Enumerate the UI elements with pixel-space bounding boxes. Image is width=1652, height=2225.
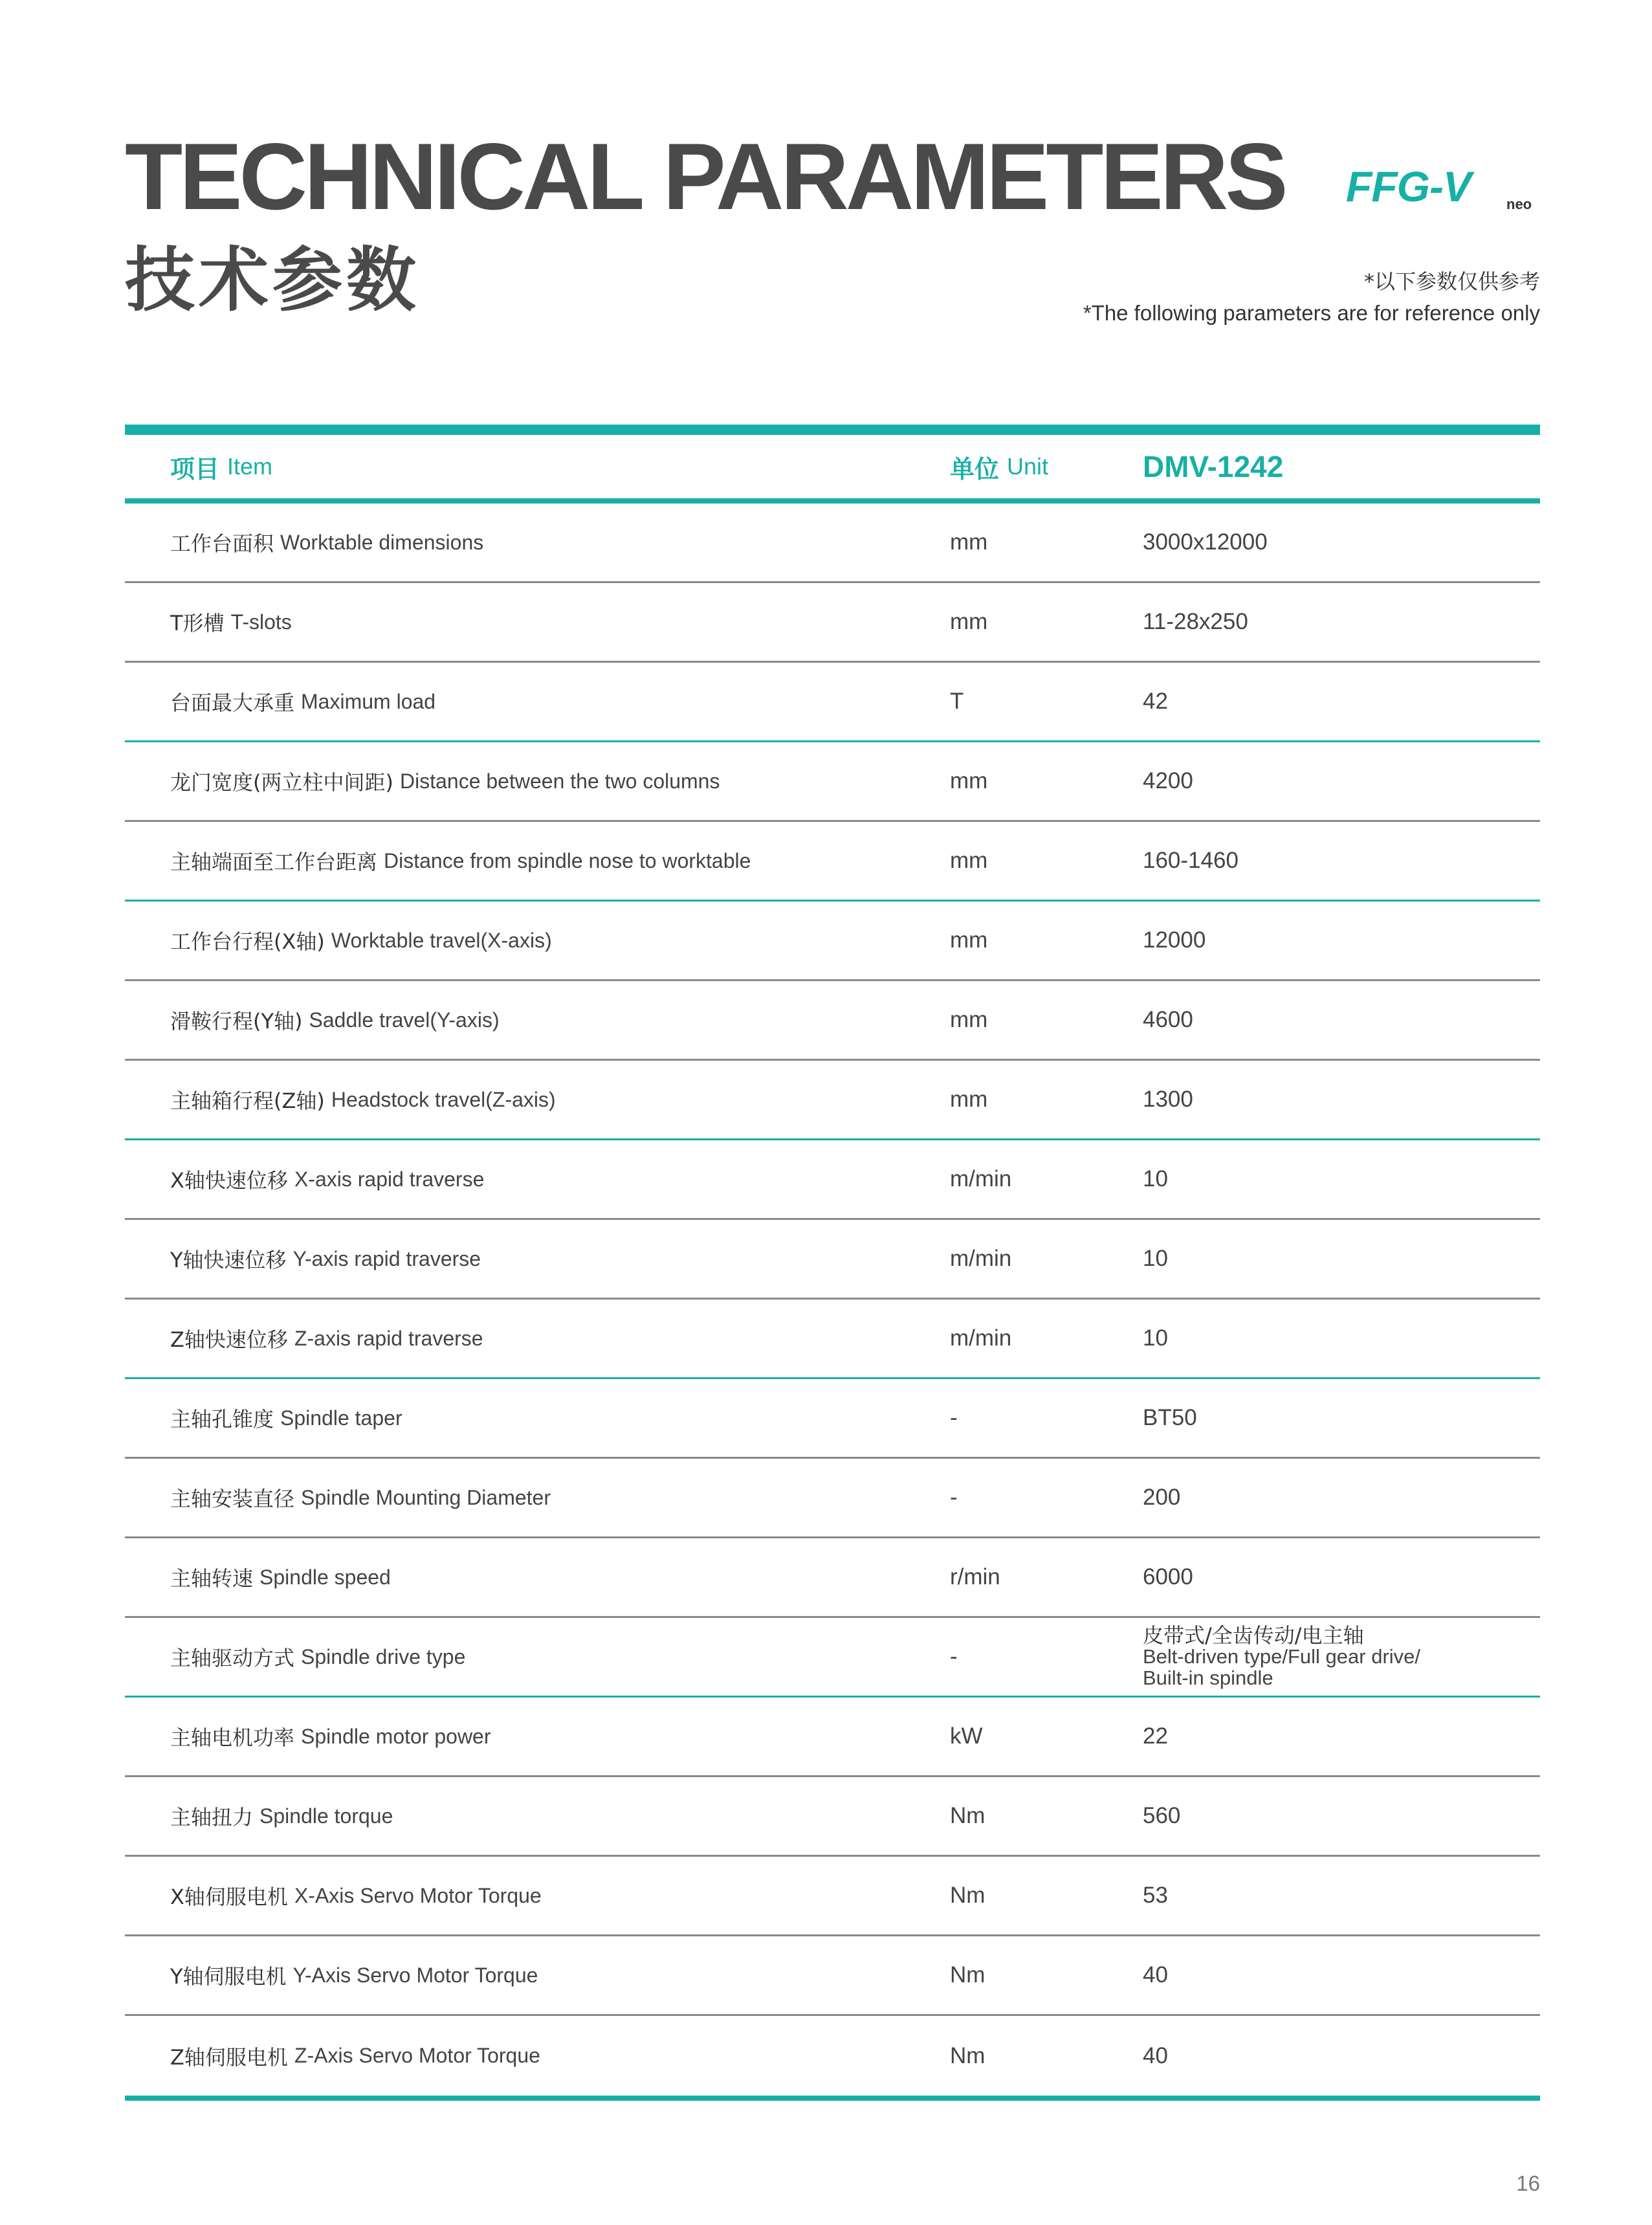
- header-unit-cell: [950, 435, 1131, 498]
- value-cell: [1143, 1061, 1531, 1138]
- item-cell: [170, 1379, 882, 1457]
- reference-note-en: *The following parameters are for reference only: [1083, 301, 1540, 325]
- item-label-cn: 主轴孔锥度: [170, 1407, 274, 1432]
- value-cell: [1143, 1698, 1531, 1775]
- page-number: 16: [1516, 2171, 1540, 2195]
- spec-value: 53: [1143, 1883, 1168, 1908]
- unit-value: mm: [950, 1007, 988, 1032]
- table-row: [125, 1459, 1540, 1538]
- spec-value: 10: [1143, 1325, 1168, 1351]
- item-label-cn: 主轴扭力: [170, 1805, 254, 1830]
- item-cell: [170, 1140, 882, 1218]
- unit-value: Nm: [950, 1803, 986, 1828]
- table-header-row: [125, 435, 1540, 504]
- item-cell: [170, 1538, 882, 1616]
- item-label-en: Y-axis rapid traverse: [292, 1246, 481, 1270]
- table-row: [125, 981, 1540, 1061]
- value-cell: [1143, 583, 1531, 661]
- item-cell: [170, 1857, 882, 1934]
- unit-cell: [950, 1379, 1131, 1457]
- value-line: Built-in spindle: [1143, 1666, 1273, 1689]
- spec-value: 160-1460: [1143, 848, 1239, 873]
- header-unit-en: Unit: [1007, 453, 1049, 480]
- table-row: [125, 504, 1540, 583]
- table-row: [125, 1936, 1540, 2016]
- item-label-en: Distance between the two columns: [399, 769, 720, 793]
- table-row: [125, 2016, 1540, 2096]
- item-label-cn: 工作台面积: [170, 531, 274, 556]
- table-row: [125, 1777, 1540, 1857]
- item-label-cn: Y轴快速位移: [170, 1248, 287, 1272]
- spec-value: 560: [1143, 1803, 1181, 1828]
- item-label-en: Maximum load: [301, 689, 436, 713]
- value-cell: [1143, 1618, 1531, 1696]
- item-label-en: X-Axis Servo Motor Torque: [294, 1883, 542, 1907]
- table-top-bar: [125, 425, 1540, 435]
- value-cell: [1143, 742, 1531, 820]
- item-label-en: Saddle travel(Y-axis): [309, 1008, 500, 1032]
- value-cell: [1143, 504, 1531, 581]
- item-label-en: Spindle drive type: [301, 1644, 466, 1668]
- value-cell: [1143, 1220, 1531, 1298]
- item-label-cn: Y轴伺服电机: [170, 1964, 287, 1989]
- table-row: [125, 1300, 1540, 1379]
- header-model-cell: [1143, 435, 1531, 498]
- item-label-cn: T形槽: [170, 611, 225, 636]
- item-label-en: Z-axis rapid traverse: [294, 1326, 483, 1350]
- header-model: DMV-1242: [1143, 450, 1284, 483]
- value-cell: [1143, 981, 1531, 1059]
- header-item-cn: 项目: [170, 454, 220, 483]
- unit-value: Nm: [950, 1962, 986, 1987]
- item-label-en: Spindle speed: [259, 1565, 391, 1589]
- unit-cell: [950, 1140, 1131, 1218]
- table-body: [125, 504, 1540, 2096]
- header-item-en: Item: [227, 453, 273, 480]
- unit-value: -: [950, 1405, 958, 1430]
- item-cell: [170, 1698, 882, 1775]
- item-label-cn: 主轴箱行程(Z轴): [170, 1089, 325, 1113]
- page-title-en: TECHNICAL PARAMETERS: [125, 124, 1285, 229]
- item-label-en: Spindle torque: [259, 1804, 393, 1828]
- unit-value: mm: [950, 1087, 988, 1112]
- item-cell: [170, 2016, 882, 2096]
- table-row: [125, 742, 1540, 822]
- spec-value: 42: [1143, 689, 1168, 714]
- unit-value: Nm: [950, 1883, 986, 1908]
- item-cell: [170, 1061, 882, 1138]
- item-label-cn: 主轴驱动方式: [170, 1646, 295, 1670]
- item-label-en: Spindle motor power: [301, 1724, 491, 1748]
- item-label-en: Distance from spindle nose to worktable: [384, 848, 751, 872]
- item-label-cn: 主轴端面至工作台距离: [170, 850, 378, 874]
- item-label-cn: Z轴快速位移: [170, 1327, 288, 1352]
- item-cell: [170, 822, 882, 900]
- value-cell: [1143, 1936, 1531, 2014]
- table-row: [125, 822, 1540, 902]
- item-label-en: Spindle taper: [280, 1406, 402, 1430]
- item-label-en: Worktable dimensions: [280, 530, 484, 554]
- unit-cell: [950, 742, 1131, 820]
- item-label-cn: 主轴转速: [170, 1566, 254, 1591]
- value-cell: [1143, 1300, 1531, 1377]
- value-cell: [1143, 1777, 1531, 1855]
- value-cell: [1143, 1857, 1531, 1934]
- item-label-en: Spindle Mounting Diameter: [301, 1485, 551, 1509]
- parameters-table: [125, 425, 1540, 2101]
- spec-value: 6000: [1143, 1564, 1193, 1589]
- unit-cell: [950, 1061, 1131, 1138]
- item-label-cn: 台面最大承重: [170, 691, 295, 715]
- table-row: [125, 1220, 1540, 1300]
- table-row: [125, 583, 1540, 663]
- table-row: [125, 1698, 1540, 1777]
- item-label-en: Worktable travel(X-axis): [331, 928, 552, 952]
- item-cell: [170, 1300, 882, 1377]
- logo-subtext: neo: [1506, 196, 1532, 212]
- reference-note-cn: *以下参数仅供参考: [1363, 269, 1540, 294]
- unit-value: mm: [950, 848, 988, 873]
- spec-value: 40: [1143, 1962, 1168, 1987]
- spec-value: BT50: [1143, 1405, 1197, 1430]
- page-title-cn: 技术参数: [125, 240, 421, 321]
- item-label-en: X-axis rapid traverse: [294, 1167, 485, 1191]
- table-row: [125, 1379, 1540, 1459]
- spec-value: 10: [1143, 1246, 1168, 1271]
- table-row: [125, 1140, 1540, 1220]
- value-cell: [1143, 2016, 1531, 2096]
- unit-cell: [950, 2016, 1131, 2096]
- item-cell: [170, 583, 882, 661]
- unit-cell: [950, 1300, 1131, 1377]
- item-label-cn: X轴快速位移: [170, 1168, 288, 1193]
- item-label-cn: 主轴安装直径: [170, 1487, 295, 1511]
- unit-cell: [950, 1220, 1131, 1298]
- spec-value: 4200: [1143, 768, 1193, 793]
- item-label-en: T-slots: [230, 610, 292, 634]
- unit-cell: [950, 1459, 1131, 1536]
- item-label-cn: 龙门宽度(两立柱中间距): [170, 770, 393, 795]
- item-label-en: Z-Axis Servo Motor Torque: [294, 2044, 540, 2067]
- table-row: [125, 1061, 1540, 1140]
- header-unit-cn: 单位: [950, 454, 1000, 483]
- table-row: [125, 1857, 1540, 1936]
- item-cell: [170, 1220, 882, 1298]
- value-cell: [1143, 1140, 1531, 1218]
- item-label-cn: Z轴伺服电机: [170, 2044, 288, 2070]
- item-cell: [170, 981, 882, 1059]
- table-row: [125, 1538, 1540, 1618]
- spec-value: 1300: [1143, 1087, 1193, 1112]
- unit-value: mm: [950, 927, 988, 953]
- unit-value: r/min: [950, 1564, 1000, 1589]
- item-label-en: Headstock travel(Z-axis): [331, 1087, 556, 1111]
- unit-cell: [950, 1538, 1131, 1616]
- unit-value: mm: [950, 768, 988, 793]
- unit-value: mm: [950, 529, 988, 555]
- table-row: [125, 663, 1540, 742]
- unit-cell: [950, 1857, 1131, 1934]
- value-cell: [1143, 822, 1531, 900]
- item-label-cn: X轴伺服电机: [170, 1885, 288, 1909]
- value-cell: [1143, 663, 1531, 740]
- spec-value: 200: [1143, 1485, 1181, 1510]
- unit-value: m/min: [950, 1325, 1012, 1351]
- item-cell: [170, 663, 882, 740]
- value-line: 皮带式/全齿传动/电主轴: [1143, 1622, 1364, 1648]
- value-line: Belt-driven type/Full gear drive/: [1143, 1645, 1421, 1668]
- item-cell: [170, 902, 882, 979]
- unit-value: m/min: [950, 1246, 1012, 1271]
- item-cell: [170, 1618, 882, 1696]
- item-label-en: Y-Axis Servo Motor Torque: [292, 1963, 538, 1987]
- spec-value: 4600: [1143, 1007, 1193, 1032]
- unit-cell: [950, 1698, 1131, 1775]
- spec-value: 3000x12000: [1143, 529, 1268, 555]
- spec-value: 12000: [1143, 927, 1206, 953]
- table-row: [125, 902, 1540, 981]
- unit-cell: [950, 902, 1131, 979]
- spec-value: 10: [1143, 1166, 1168, 1191]
- unit-cell: [950, 1936, 1131, 2014]
- unit-value: m/min: [950, 1166, 1012, 1191]
- value-cell: [1143, 902, 1531, 979]
- unit-cell: [950, 1618, 1131, 1696]
- table-row: [125, 1618, 1540, 1698]
- item-cell: [170, 1777, 882, 1855]
- unit-cell: [950, 583, 1131, 661]
- item-cell: [170, 742, 882, 820]
- item-cell: [170, 1459, 882, 1536]
- value-cell: [1143, 1459, 1531, 1536]
- unit-cell: [950, 663, 1131, 740]
- item-cell: [170, 504, 882, 581]
- brand-logo: [1346, 162, 1540, 223]
- value-cell: [1143, 1379, 1531, 1457]
- header-item-cell: [170, 435, 882, 498]
- unit-value: -: [950, 1644, 958, 1669]
- item-label-cn: 主轴电机功率: [170, 1725, 295, 1750]
- spec-value: 40: [1143, 2042, 1168, 2068]
- unit-cell: [950, 981, 1131, 1059]
- item-label-cn: 工作台行程(X轴): [170, 929, 325, 954]
- spec-value: 11-28x250: [1143, 609, 1248, 634]
- unit-value: T: [950, 689, 964, 714]
- unit-value: Nm: [950, 2042, 986, 2068]
- table-bottom-bar: [125, 2096, 1540, 2101]
- unit-value: -: [950, 1485, 958, 1510]
- unit-value: kW: [950, 1723, 983, 1749]
- unit-value: mm: [950, 609, 988, 634]
- item-cell: [170, 1936, 882, 2014]
- logo-text: FFG-V: [1346, 162, 1471, 210]
- value-cell: [1143, 1538, 1531, 1616]
- unit-cell: [950, 822, 1131, 900]
- spec-value: 22: [1143, 1723, 1168, 1749]
- unit-cell: [950, 1777, 1131, 1855]
- unit-cell: [950, 504, 1131, 581]
- item-label-cn: 滑鞍行程(Y轴): [170, 1009, 303, 1034]
